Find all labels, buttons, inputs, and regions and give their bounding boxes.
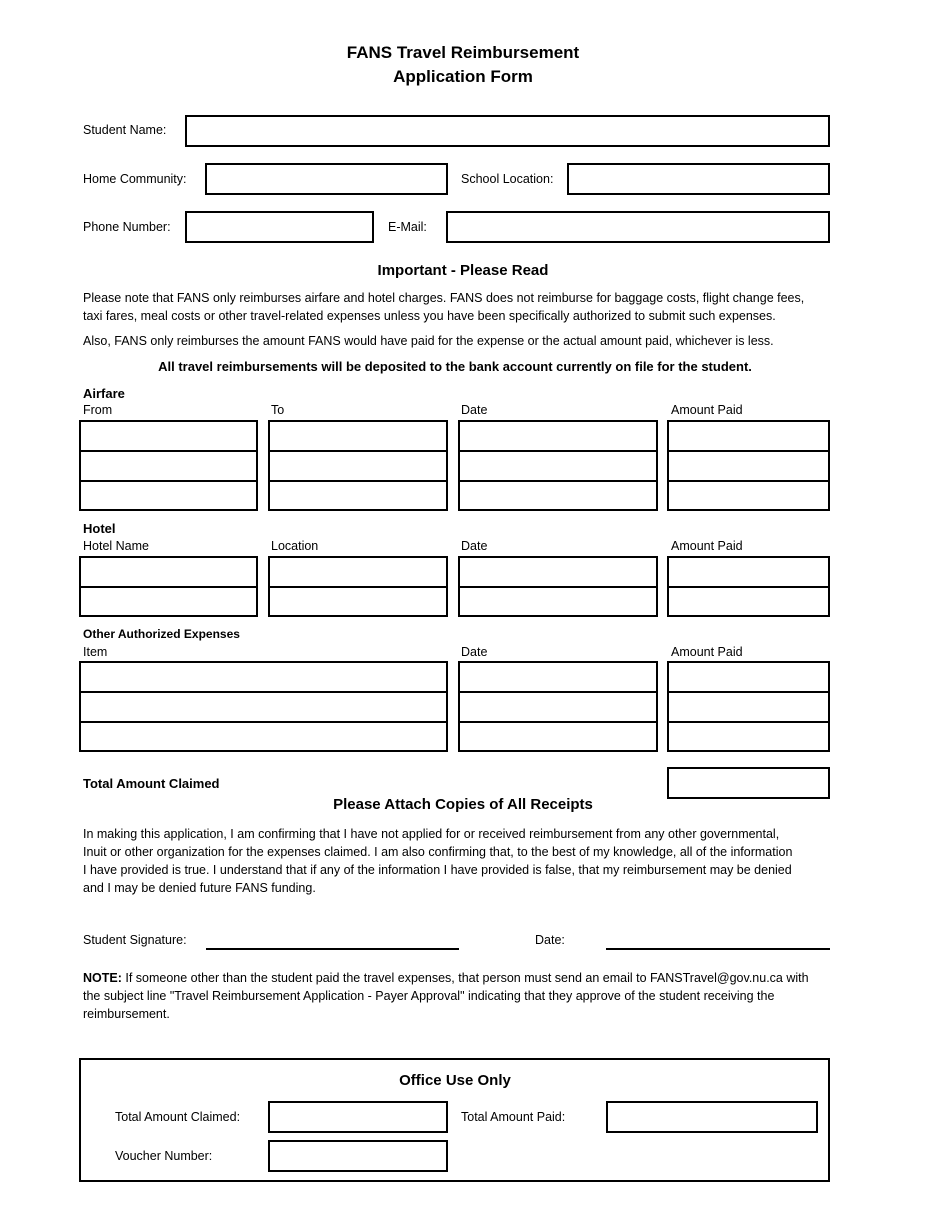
note-text: If someone other than the student paid the travel expenses, that person must send an email to FANSTravel@gov.nu.ca with the subject line "Travel Reimbursement Application - Payer Approval" indicating that they approve of the student receiving the reimbursement.: [83, 971, 809, 1021]
other-item-column: [79, 661, 448, 752]
hotel-name-cell[interactable]: [81, 558, 256, 588]
other-amount-cell[interactable]: [669, 723, 828, 750]
office-use-heading: Office Use Only: [399, 1072, 511, 1089]
other-amount-cell[interactable]: [669, 663, 828, 693]
phone-number-field[interactable]: [185, 211, 374, 243]
airfare-to-cell[interactable]: [270, 482, 446, 509]
airfare-amount-cell[interactable]: [669, 422, 828, 452]
voucher-number-label: Voucher Number:: [115, 1149, 213, 1163]
school-location-label: School Location:: [461, 172, 554, 186]
hotel-amount-cell[interactable]: [669, 558, 828, 588]
office-total-paid-label: Total Amount Paid:: [461, 1110, 566, 1124]
other-item-cell[interactable]: [81, 723, 446, 750]
airfare-to-cell[interactable]: [270, 422, 446, 452]
airfare-from-cell[interactable]: [81, 452, 256, 482]
other-expenses-heading: Other Authorized Expenses: [83, 627, 240, 641]
airfare-heading: Airfare: [83, 386, 125, 401]
bank-deposit-note: All travel reimbursements will be deposited to the bank account currently on file for the student.: [158, 359, 752, 374]
other-date-cell[interactable]: [460, 723, 656, 750]
attach-receipts-heading: Please Attach Copies of All Receipts: [333, 796, 593, 813]
hotel-heading: Hotel: [83, 521, 116, 536]
hotel-amount-column: [667, 556, 830, 617]
other-date-cell[interactable]: [460, 663, 656, 693]
payer-note: [83, 969, 813, 1023]
hotel-date-cell[interactable]: [460, 558, 656, 588]
airfare-amount-column: [667, 420, 830, 511]
airfare-date-cell[interactable]: [460, 452, 656, 482]
other-col-item: Item: [83, 645, 108, 659]
signature-date-label: Date:: [535, 933, 565, 947]
office-total-paid-field[interactable]: [606, 1101, 818, 1133]
other-col-date: Date: [461, 645, 488, 659]
airfare-from-cell[interactable]: [81, 482, 256, 509]
airfare-col-date: Date: [461, 403, 488, 417]
hotel-amount-cell[interactable]: [669, 588, 828, 615]
home-community-label: Home Community:: [83, 172, 187, 186]
airfare-date-column: [458, 420, 658, 511]
hotel-col-amount: Amount Paid: [671, 539, 743, 553]
email-field[interactable]: [446, 211, 830, 243]
other-col-amount: Amount Paid: [671, 645, 743, 659]
airfare-col-amount: Amount Paid: [671, 403, 743, 417]
office-total-claimed-field[interactable]: [268, 1101, 448, 1133]
email-label: E-Mail:: [388, 220, 427, 234]
hotel-location-cell[interactable]: [270, 558, 446, 588]
notice-paragraph-1: Please note that FANS only reimburses airfare and hotel charges. FANS does not reimburse for baggage costs, flight change fees, taxi fares, meal costs or other travel-related expenses unless you have been specifically authorized to submit such expenses.: [83, 291, 805, 323]
other-item-cell[interactable]: [81, 693, 446, 723]
hotel-name-column: [79, 556, 258, 617]
form-title-line2: Application Form: [393, 67, 533, 86]
form-title-line1: FANS Travel Reimbursement: [346, 43, 580, 62]
hotel-location-column: [268, 556, 448, 617]
hotel-col-name: Hotel Name: [83, 539, 149, 553]
hotel-name-cell[interactable]: [81, 588, 256, 615]
other-amount-column: [667, 661, 830, 752]
airfare-date-cell[interactable]: [460, 482, 656, 509]
signature-date-line[interactable]: [606, 948, 830, 950]
student-signature-label: Student Signature:: [83, 933, 187, 947]
hotel-date-cell[interactable]: [460, 588, 656, 615]
notice-paragraph-2: Also, FANS only reimburses the amount FANS would have paid for the expense or the actual amount paid, whichever is less.: [83, 334, 774, 348]
hotel-date-column: [458, 556, 658, 617]
other-date-cell[interactable]: [460, 693, 656, 723]
airfare-to-column: [268, 420, 448, 511]
hotel-col-date: Date: [461, 539, 488, 553]
school-location-field[interactable]: [567, 163, 830, 195]
phone-number-label: Phone Number:: [83, 220, 171, 234]
important-heading: Important - Please Read: [377, 262, 549, 279]
office-total-claimed-label: Total Amount Claimed:: [115, 1110, 241, 1124]
total-claimed-field[interactable]: [667, 767, 830, 799]
student-name-field[interactable]: [185, 115, 830, 147]
other-item-cell[interactable]: [81, 663, 446, 693]
airfare-amount-cell[interactable]: [669, 482, 828, 509]
other-amount-cell[interactable]: [669, 693, 828, 723]
airfare-from-column: [79, 420, 258, 511]
airfare-from-cell[interactable]: [81, 422, 256, 452]
student-name-label: Student Name:: [83, 123, 167, 137]
airfare-to-cell[interactable]: [270, 452, 446, 482]
note-prefix: NOTE:: [83, 971, 122, 985]
hotel-col-location: Location: [271, 539, 319, 553]
voucher-number-field[interactable]: [268, 1140, 448, 1172]
declaration-text: In making this application, I am confirming that I have not applied for or received reimbursement from any other governmental, Inuit or other organization for the expenses claimed. I am also confirming that, to the best of my knowledge, all of the information I have provided is true. I understand that if any of the information I have provided is false, that my reimbursement may be denied and I may be denied future FANS funding.: [83, 827, 793, 895]
student-signature-line[interactable]: [206, 948, 459, 950]
total-claimed-label: Total Amount Claimed: [83, 776, 220, 791]
airfare-col-to: To: [271, 403, 285, 417]
home-community-field[interactable]: [205, 163, 448, 195]
airfare-date-cell[interactable]: [460, 422, 656, 452]
airfare-col-from: From: [83, 403, 113, 417]
other-date-column: [458, 661, 658, 752]
hotel-location-cell[interactable]: [270, 588, 446, 615]
airfare-amount-cell[interactable]: [669, 452, 828, 482]
